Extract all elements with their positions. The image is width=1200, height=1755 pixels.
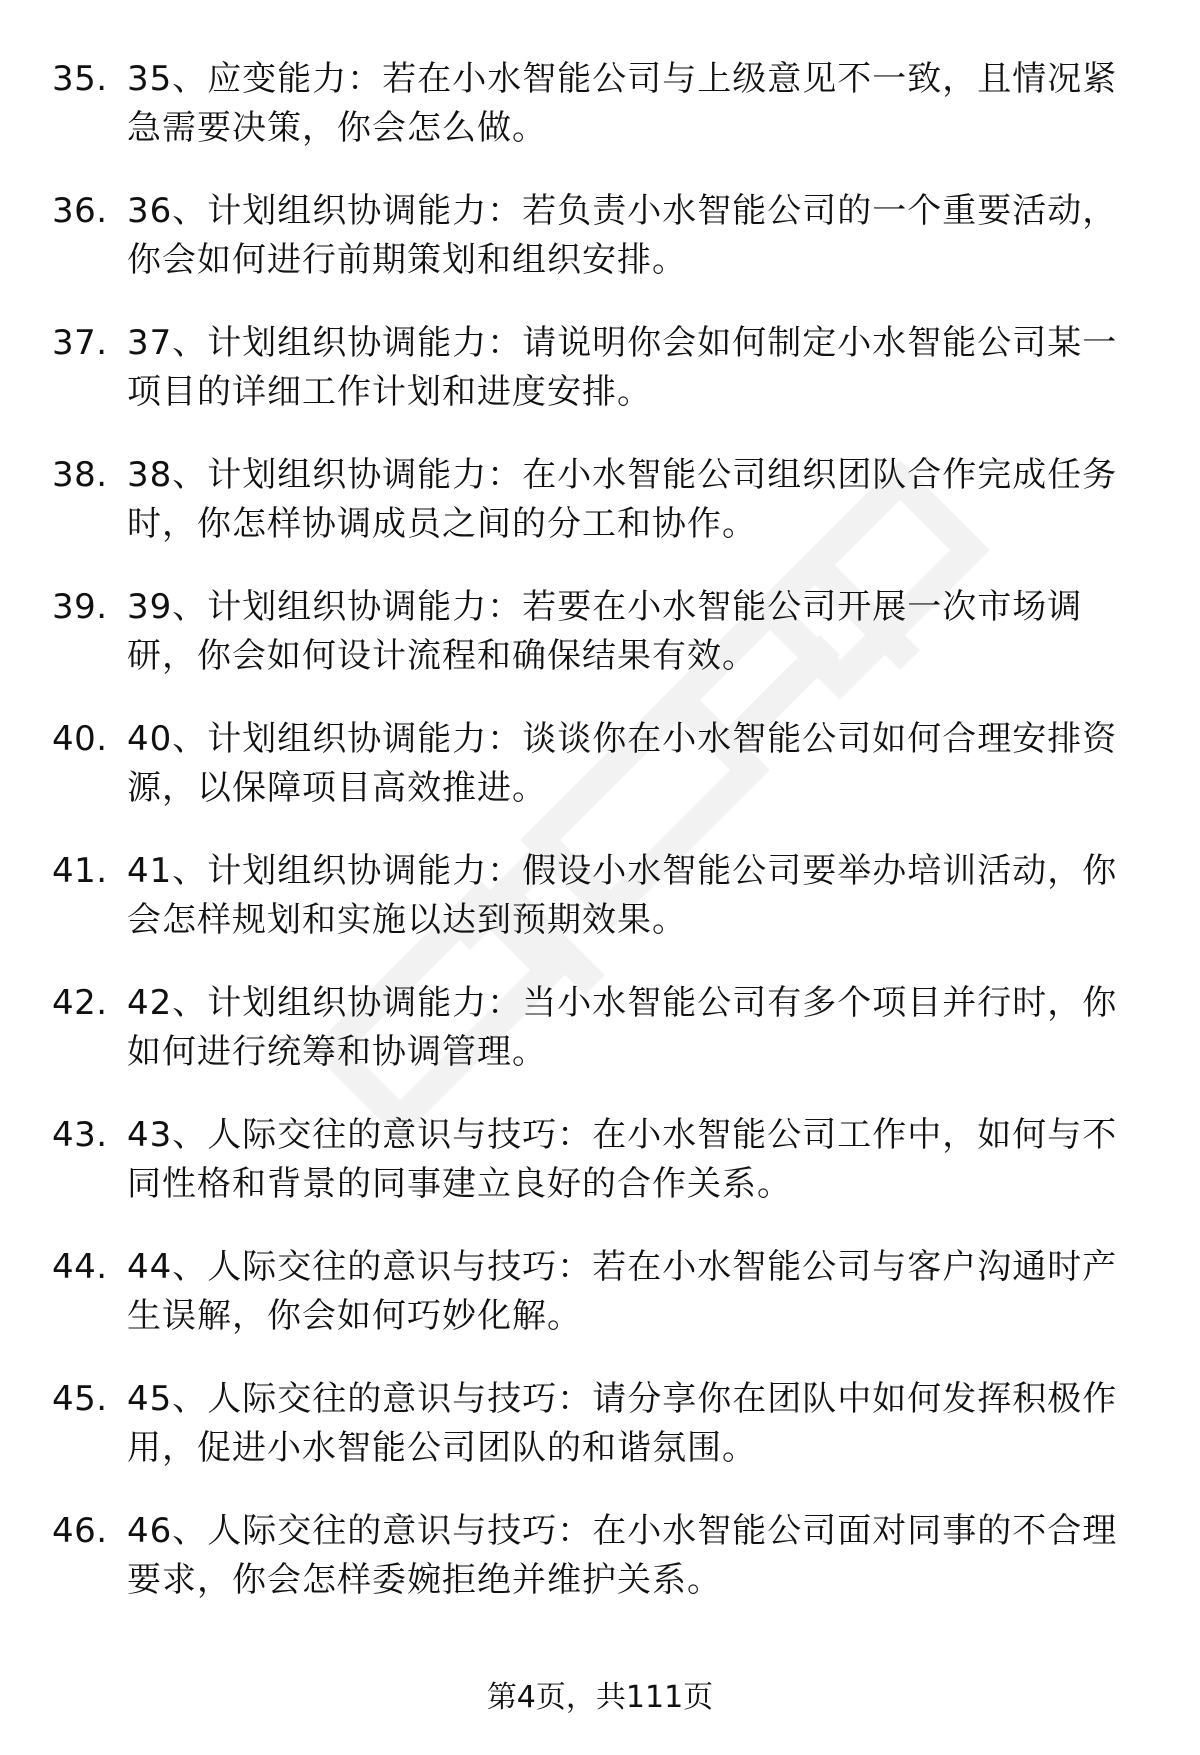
question-item — [52, 715, 1152, 847]
question-text: 38、计划组织协调能力：在小水智能公司组织团队合作完成任务时，你怎样协调成员之间的分工和协作。 — [127, 455, 1118, 544]
question-text: 44、人际交往的意识与技巧：若在小水智能公司与客户沟通时产生误解，你会如何巧妙化解。 — [127, 1247, 1118, 1336]
question-number: 39. — [52, 587, 108, 627]
question-item — [52, 1243, 1152, 1375]
question-text: 43、人际交往的意识与技巧：在小水智能公司工作中，如何与不同性格和背景的同事建立良好的合作关系。 — [127, 1115, 1118, 1204]
question-text: 37、计划组织协调能力：请说明你会如何制定小水智能公司某一项目的详细工作计划和进度安排。 — [127, 323, 1118, 412]
question-number: 45. — [52, 1379, 108, 1419]
question-number: 41. — [52, 851, 108, 891]
question-text: 42、计划组织协调能力：当小水智能公司有多个项目并行时，你如何进行统筹和协调管理。 — [127, 983, 1118, 1072]
question-number: 42. — [52, 983, 108, 1023]
page-footer: 第4页，共111页 — [486, 1680, 714, 1715]
question-text: 39、计划组织协调能力：若要在小水智能公司开展一次市场调研，你会如何设计流程和确保结果有效。 — [127, 587, 1083, 676]
question-text: 40、计划组织协调能力：谈谈你在小水智能公司如何合理安排资源，以保障项目高效推进。 — [127, 719, 1118, 808]
question-item — [52, 847, 1152, 979]
question-item — [52, 187, 1152, 319]
question-number: 46. — [52, 1511, 108, 1551]
question-number: 36. — [52, 191, 108, 231]
question-number: 44. — [52, 1247, 108, 1287]
question-text: 46、人际交往的意识与技巧：在小水智能公司面对同事的不合理要求，你会怎样委婉拒绝并维护关系。 — [127, 1511, 1118, 1600]
question-number: 37. — [52, 323, 108, 363]
question-item — [52, 319, 1152, 451]
question-item — [52, 1507, 1152, 1639]
question-number: 35. — [52, 59, 108, 99]
question-item — [52, 1375, 1152, 1507]
interview-question-list — [52, 55, 1152, 1639]
question-text: 36、计划组织协调能力：若负责小水智能公司的一个重要活动，你会如何进行前期策划和组织安排。 — [127, 191, 1118, 280]
question-number: 43. — [52, 1115, 108, 1155]
question-item — [52, 55, 1152, 187]
question-text: 45、人际交往的意识与技巧：请分享你在团队中如何发挥积极作用，促进小水智能公司团队的和谐氛围。 — [127, 1379, 1118, 1468]
question-item — [52, 1111, 1152, 1243]
question-item — [52, 979, 1152, 1111]
question-number: 38. — [52, 455, 108, 495]
question-number: 40. — [52, 719, 108, 759]
question-item — [52, 451, 1152, 583]
question-text: 41、计划组织协调能力：假设小水智能公司要举办培训活动，你会怎样规划和实施以达到预期效果。 — [127, 851, 1118, 940]
question-text: 35、应变能力：若在小水智能公司与上级意见不一致，且情况紧急需要决策，你会怎么做。 — [127, 59, 1118, 148]
question-item — [52, 583, 1152, 715]
